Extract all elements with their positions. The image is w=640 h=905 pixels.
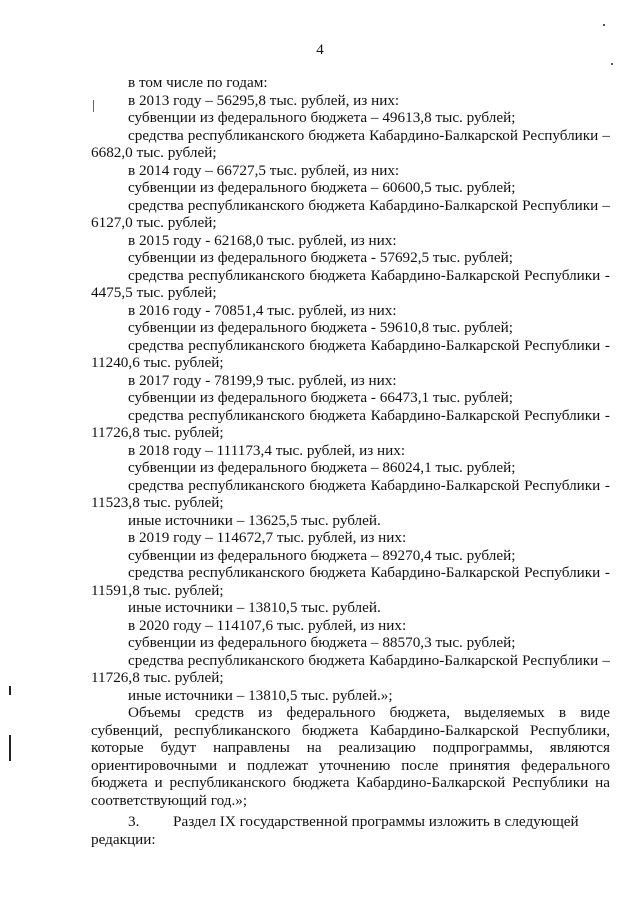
text-line: иные источники – 13810,5 тыс. рублей.»; — [128, 686, 393, 704]
text-line: субвенции из федерального бюджета – 86024,1 тыс. рублей; — [128, 459, 516, 476]
text-line: средства республиканского бюджета Кабардино-Балкарской Республики - — [128, 564, 610, 581]
scan-mark — [9, 686, 11, 695]
paragraph-line: бюджета и республиканского бюджета Кабардино-Балкарской Республики на — [91, 774, 610, 791]
document-body — [91, 74, 610, 848]
text-line: субвенции из федерального бюджета - 66473,1 тыс. рублей; — [128, 389, 513, 406]
scan-mark — [603, 24, 605, 26]
text-line: 6127,0 тыс. рублей; — [91, 214, 217, 231]
text-line: 6682,0 тыс. рублей; — [91, 144, 217, 161]
text-line: в 2013 году – 56295,8 тыс. рублей, из них: — [128, 91, 400, 109]
text-line: в 2015 году - 62168,0 тыс. рублей, из них: — [128, 231, 397, 249]
text-line: иные источники – 13625,5 тыс. рублей. — [128, 511, 381, 529]
text-line: 11523,8 тыс. рублей; — [91, 494, 224, 511]
text-line: субвенции из федерального бюджета – 89270,4 тыс. рублей; — [128, 546, 516, 564]
text-line: в 2018 году – 111173,4 тыс. рублей, из них: — [128, 441, 406, 459]
text-line: субвенции из федерального бюджета – 49613,8 тыс. рублей; — [128, 109, 516, 126]
paragraph-line: которые будут направлены на реализацию подпрограммы, являются — [91, 739, 610, 756]
scan-mark — [93, 100, 94, 112]
scan-mark — [9, 735, 11, 761]
paragraph-line: ориентировочными и подлежат уточнению после принятия федерального — [91, 756, 610, 774]
text-line: в 2017 году - 78199,9 тыс. рублей, из них: — [128, 371, 397, 389]
text-line: средства республиканского бюджета Кабардино-Балкарской Республики - — [128, 476, 610, 494]
text-line: иные источники – 13810,5 тыс. рублей. — [128, 599, 381, 616]
text-line: 11591,8 тыс. рублей; — [91, 581, 224, 599]
page-number: 4 — [316, 42, 324, 58]
text-line: в 2019 году – 114672,7 тыс. рублей, из них: — [128, 529, 407, 546]
text-line: субвенции из федерального бюджета – 88570,3 тыс. рублей; — [128, 634, 516, 651]
text-line: в 2016 году - 70851,4 тыс. рублей, из них: — [128, 301, 397, 319]
list-item-3 — [91, 813, 610, 831]
text-line: средства республиканского бюджета Кабардино-Балкарской Республики - — [128, 406, 610, 424]
text-line: средства республиканского бюджета Кабардино-Балкарской Республики – — [128, 651, 610, 669]
text-line: в том числе по годам: — [128, 74, 268, 91]
text-line: субвенции из федерального бюджета – 60600,5 тыс. рублей; — [128, 179, 516, 196]
text-line: 11726,8 тыс. рублей; — [91, 424, 224, 441]
text-line: 11240,6 тыс. рублей; — [91, 354, 224, 371]
list-item-continuation: редакции: — [91, 830, 156, 848]
text-line: средства республиканского бюджета Кабардино-Балкарской Республики - — [128, 336, 610, 354]
paragraph-line: Объемы средств из федерального бюджета, выделяемых в виде — [128, 704, 610, 721]
text-line: субвенции из федерального бюджета - 57692,5 тыс. рублей; — [128, 249, 513, 266]
text-line: средства республиканского бюджета Кабардино-Балкарской Республики – — [128, 126, 610, 144]
text-line: субвенции из федерального бюджета - 59610,8 тыс. рублей; — [128, 319, 513, 336]
closing-paragraph — [91, 704, 610, 809]
text-line: 4475,5 тыс. рублей; — [91, 284, 217, 301]
text-line: средства республиканского бюджета Кабардино-Балкарской Республики - — [128, 266, 610, 284]
text-line: 11726,8 тыс. рублей; — [91, 669, 224, 686]
text-line: в 2020 году – 114107,6 тыс. рублей, из них: — [128, 616, 407, 634]
scan-mark — [611, 63, 613, 65]
list-item-text: Раздел IX государственной программы изложить в следующей — [173, 813, 579, 830]
text-line: средства республиканского бюджета Кабардино-Балкарской Республики – — [128, 196, 610, 214]
text-line: в 2014 году – 66727,5 тыс. рублей, из них: — [128, 161, 400, 179]
paragraph-line: соответствующий год.»; — [91, 791, 248, 809]
paragraph-line: субвенций, республиканского бюджета Кабардино-Балкарской Республики, — [91, 721, 610, 739]
list-item-number: 3. — [128, 813, 140, 830]
